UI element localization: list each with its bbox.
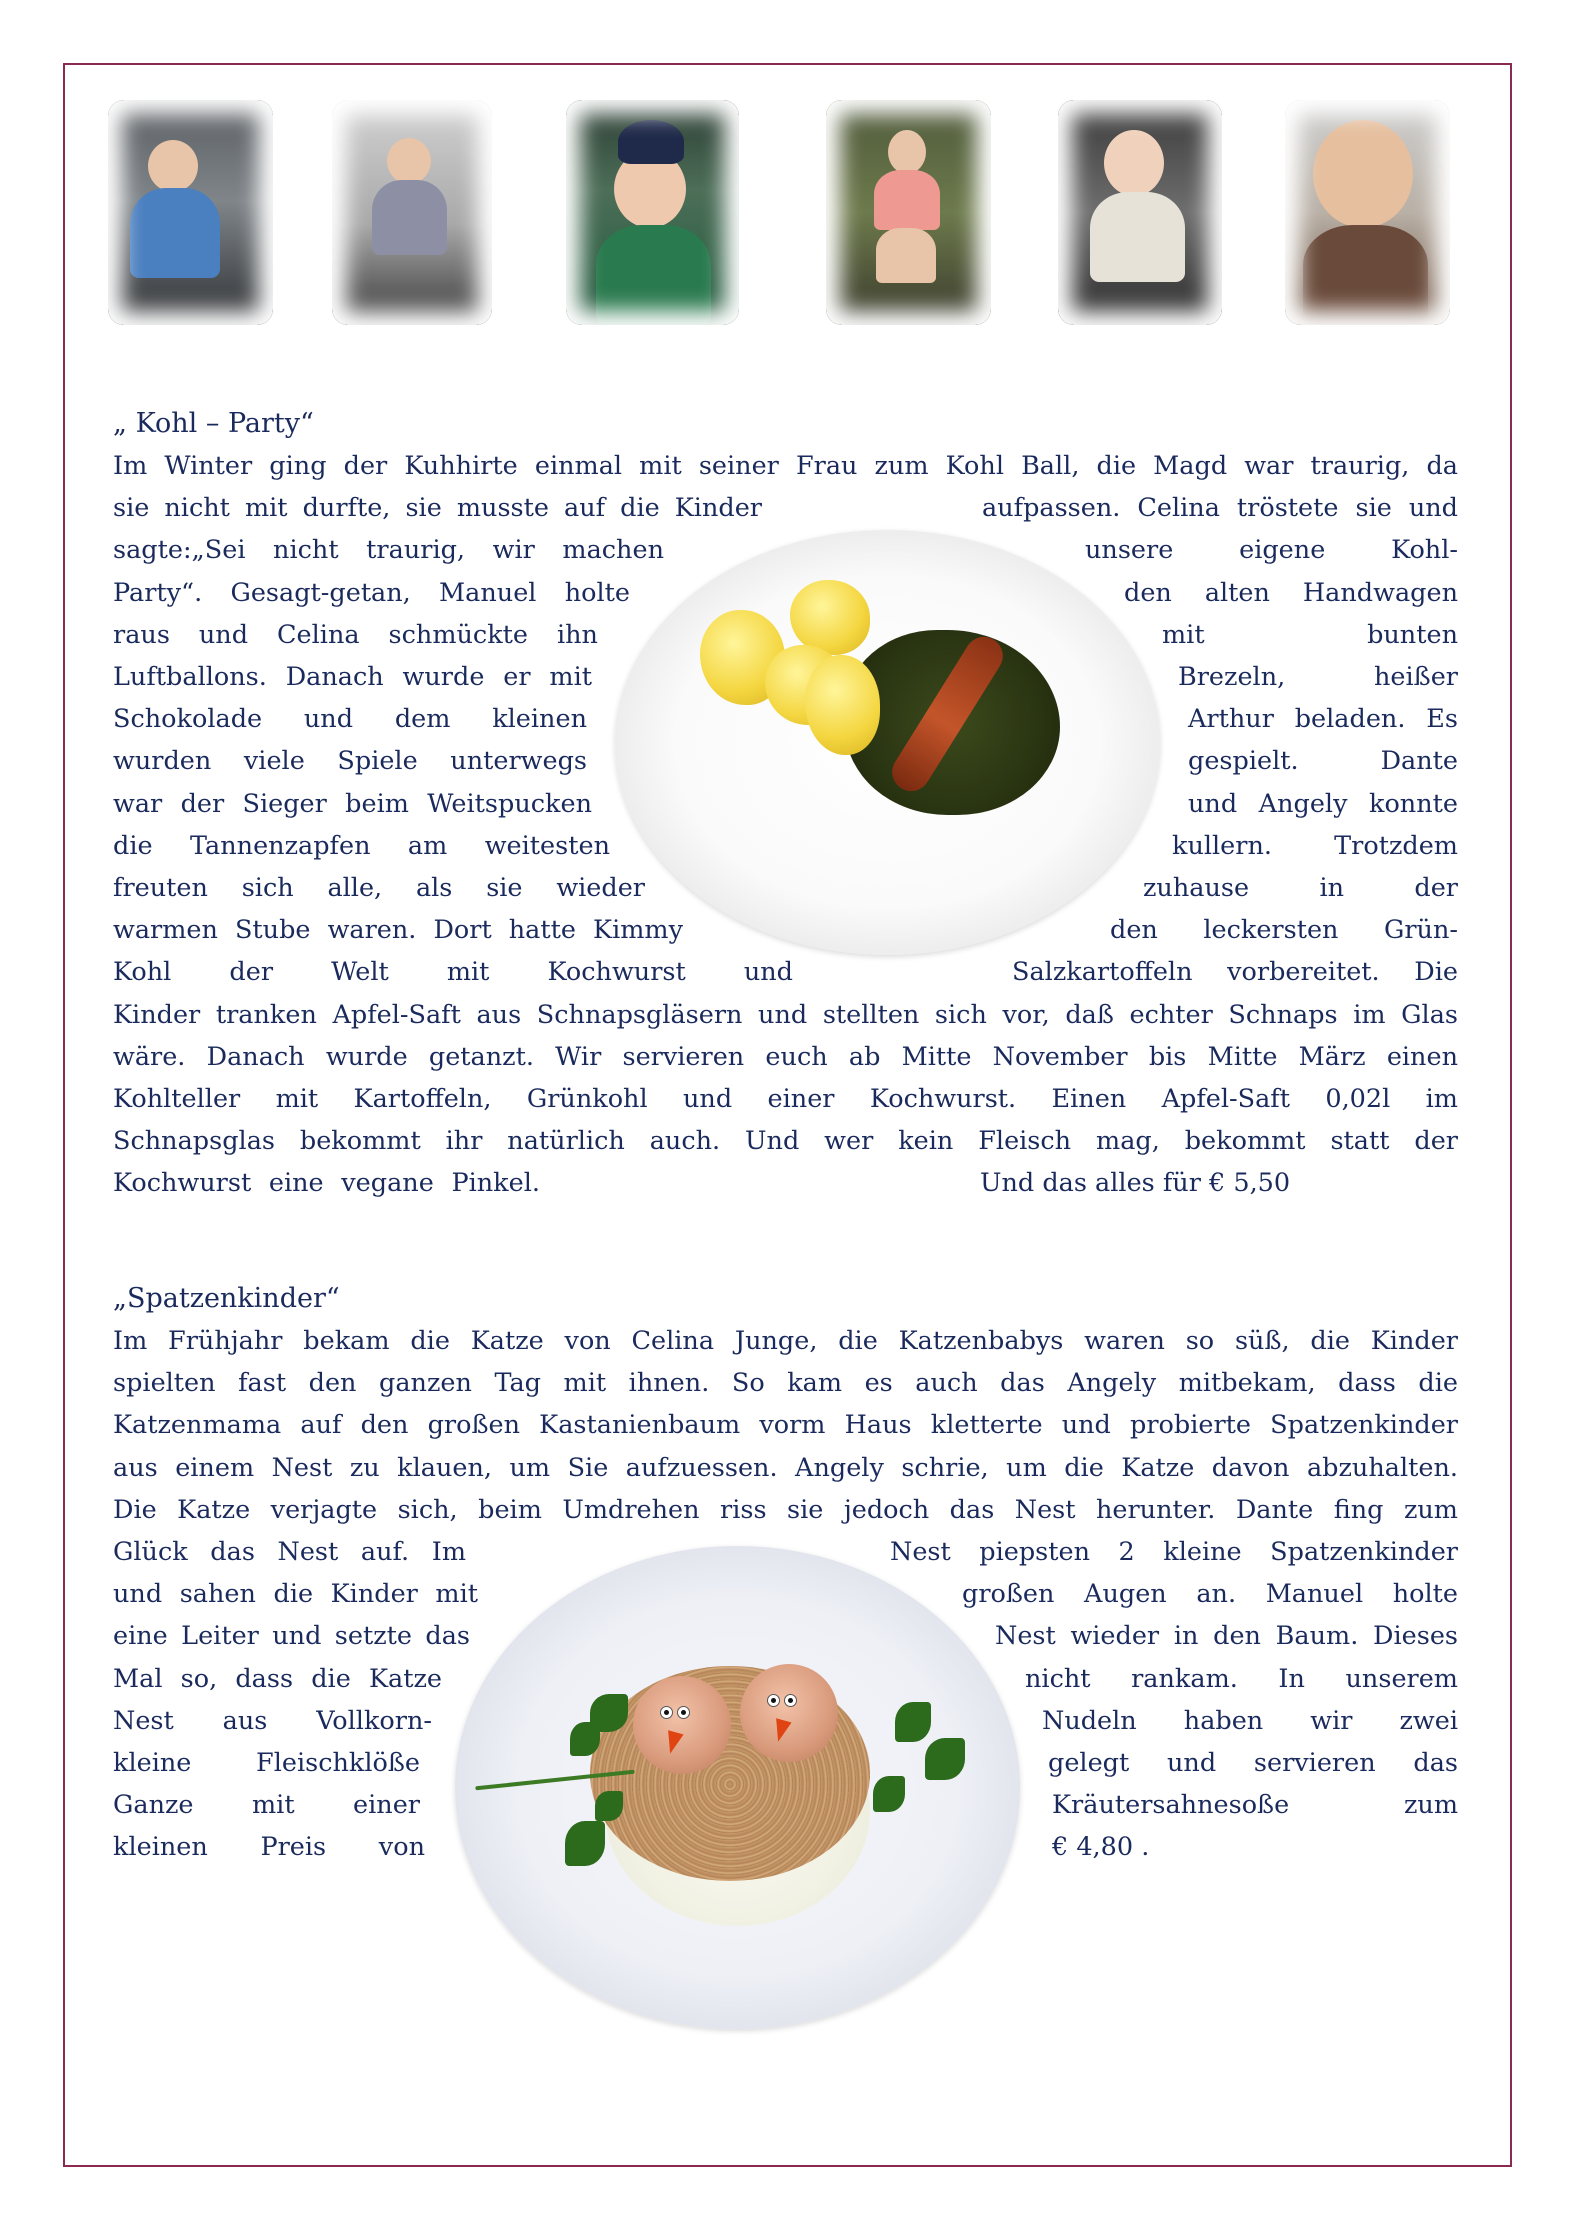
photo-child-4	[826, 100, 991, 325]
text-line-right: Salzkartoffeln vorbereitet. Die	[1012, 957, 1458, 988]
text-line-left: sie nicht mit durfte, sie musste auf die Kinder	[113, 493, 762, 524]
text-line-left: Schokolade und dem kleinen	[113, 704, 587, 735]
text-line-right: unsere eigene Kohl-	[1085, 535, 1458, 566]
kohl-plate-image	[615, 530, 1160, 955]
text-line-right: den alten Handwagen	[1124, 577, 1458, 608]
text-line-right: und Angely konnte	[1188, 788, 1458, 819]
text-line-left: eine Leiter und setzte das	[113, 1621, 470, 1652]
text-line: Im Winter ging der Kuhhirte einmal mit seiner Frau zum Kohl Ball, die Magd war traurig, da	[113, 451, 1458, 481]
text-line-right: Nest piepsten 2 kleine Spatzenkinder	[890, 1537, 1458, 1567]
text-line-right: Und das alles für € 5,50	[980, 1168, 1291, 1199]
text-line: Katzenmama auf den großen Kastanienbaum vorm Haus kletterte und probierte Spatzenkinder	[113, 1410, 1458, 1441]
text-line-left: war der Sieger beim Weitspucken	[113, 788, 592, 819]
text-line-right: aufpassen. Celina tröstete sie und	[982, 493, 1458, 524]
text-line-left: kleine Fleischklöße	[113, 1748, 420, 1778]
text-line-right: Nudeln haben wir zwei	[1042, 1705, 1458, 1736]
text-line-right: € 4,80 .	[1052, 1832, 1150, 1863]
text-line: Kohlteller mit Kartoffeln, Grünkohl und einer Kochwurst. Einen Apfel-Saft 0,02l im	[113, 1084, 1458, 1114]
text-line: aus einem Nest zu klauen, um Sie aufzuessen. Angely schrie, um die Katze davon abzuhalten.	[113, 1452, 1458, 1483]
text-line: Schnapsglas bekommt ihr natürlich auch. Und wer kein Fleisch mag, bekommt statt der	[113, 1126, 1458, 1157]
text-line-left: Glück das Nest auf. Im	[113, 1537, 466, 1567]
text-line: Die Katze verjagte sich, beim Umdrehen riss sie jedoch das Nest herunter. Dante fing zum	[113, 1494, 1458, 1525]
text-line: spielten fast den ganzen Tag mit ihnen. So kam es auch das Angely mitbekam, dass die	[113, 1368, 1458, 1399]
text-line-left: die Tannenzapfen am weitesten	[113, 830, 610, 861]
text-line-left: Nest aus Vollkorn-	[113, 1705, 432, 1736]
text-line-left: freuten sich alle, als sie wieder	[113, 873, 645, 903]
spatzenkinder-heading: „Spatzenkinder“	[113, 1283, 340, 1314]
text-line-right: den leckersten Grün-	[1110, 915, 1458, 946]
text-line-right: Kräutersahnesoße zum	[1052, 1790, 1458, 1821]
text-line-right: nicht rankam. In unserem	[1025, 1663, 1458, 1694]
text-line-left: sagte:„Sei nicht traurig, wir machen	[113, 535, 664, 566]
text-line-left: wurden viele Spiele unterwegs	[113, 746, 587, 777]
text-line-right: Nest wieder in den Baum. Dieses	[995, 1621, 1458, 1652]
photo-child-5	[1058, 100, 1222, 325]
text-line: Im Frühjahr bekam die Katze von Celina Junge, die Katzenbabys waren so süß, die Kinder	[113, 1326, 1458, 1356]
text-line: wäre. Danach wurde getanzt. Wir servieren euch ab Mitte November bis Mitte März einen	[113, 1041, 1458, 1072]
photo-child-2	[332, 100, 492, 325]
text-line-right: zuhause in der	[1143, 873, 1458, 903]
photo-child-1	[108, 100, 273, 325]
text-line-right: Arthur beladen. Es	[1188, 704, 1458, 735]
text-line-left: Party“. Gesagt-getan, Manuel holte	[113, 577, 630, 608]
text-line-right: gespielt. Dante	[1188, 746, 1458, 777]
photo-child-3	[566, 100, 739, 325]
text-line: Kinder tranken Apfel-Saft aus Schnapsgläsern und stellten sich vor, daß echter Schnaps im Glas	[113, 999, 1458, 1030]
kohl-party-heading: „ Kohl – Party“	[113, 408, 314, 439]
photo-child-6	[1285, 100, 1450, 325]
spatzenkinder-plate-image	[455, 1546, 1020, 2029]
text-line-right: mit bunten	[1162, 619, 1458, 650]
text-line-right: großen Augen an. Manuel holte	[962, 1579, 1458, 1610]
text-line-left: warmen Stube waren. Dort hatte Kimmy	[113, 915, 683, 946]
text-line-left: kleinen Preis von	[113, 1832, 425, 1863]
text-line-left: Kochwurst eine vegane Pinkel.	[113, 1168, 540, 1199]
text-line-right: kullern. Trotzdem	[1172, 830, 1458, 861]
text-line-left: Luftballons. Danach wurde er mit	[113, 662, 592, 692]
text-line-left: raus und Celina schmückte ihn	[113, 619, 598, 650]
text-line-left: Mal so, dass die Katze	[113, 1663, 442, 1694]
text-line-left: Kohl der Welt mit Kochwurst und	[113, 957, 793, 988]
text-line-right: gelegt und servieren das	[1048, 1748, 1458, 1778]
text-line-right: Brezeln, heißer	[1178, 662, 1458, 692]
text-line-left: und sahen die Kinder mit	[113, 1579, 478, 1610]
text-line-left: Ganze mit einer	[113, 1790, 420, 1821]
